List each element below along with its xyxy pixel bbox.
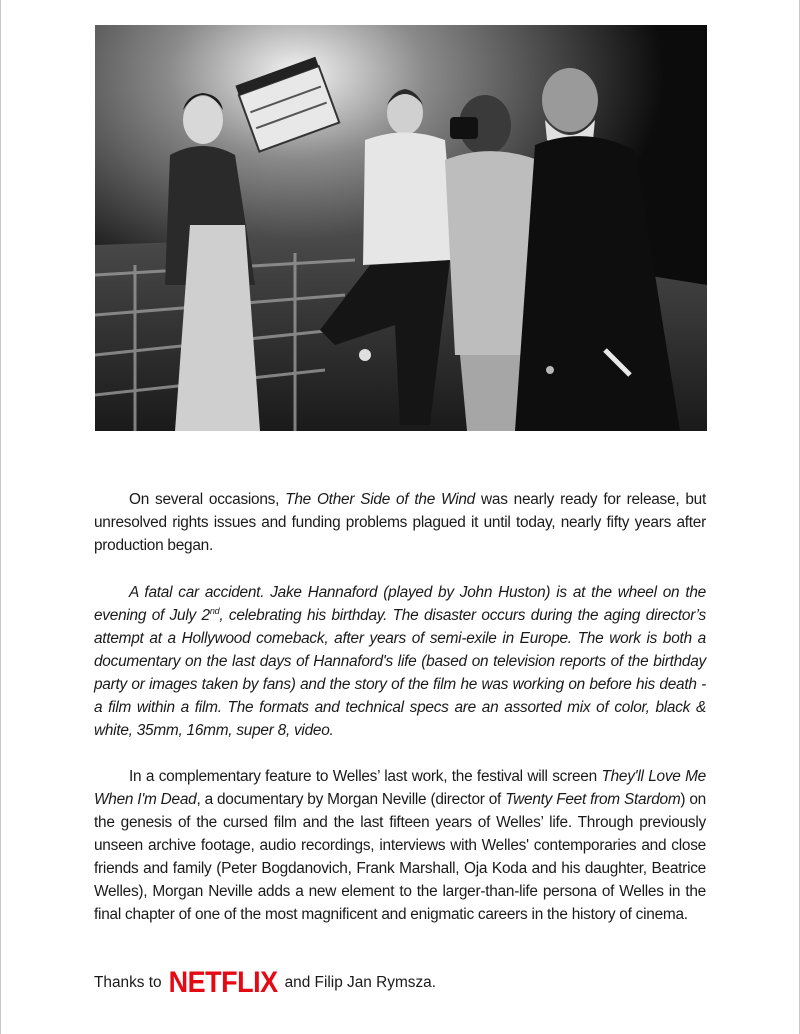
film-set-photo — [95, 25, 707, 431]
p1-text-b: was nearly ready for release, but unresolved rights issues and funding problems plagued it until today, nearly fifty years after production began. — [94, 491, 707, 554]
p3-text-a: In a complementary feature to Welles’ last work, the festival will screen — [129, 768, 602, 785]
p2-text-b: , celebrating his birthday. The disaster occurs during the aging director’s attempt at a Hollywood comeback, after years of semi-exile in Europe. The work is both a documentary on the last days of Hannaford's life (based on television reports of the birthday party or images taken by fans) and the story of the film he was working on before his death - a film within a film. The formats and technical specs are an assorted mix of color, black & white, 35mm, 16mm, super 8, video. — [94, 607, 706, 739]
p1-text-a: On several occasions, — [129, 491, 286, 508]
netflix-logo: NETFLIX — [168, 965, 278, 999]
p3-text-b: , a documentary by Morgan Neville (director of — [196, 791, 506, 808]
film-title-twenty-feet: Twenty Feet from Stardom — [505, 791, 681, 808]
paragraph-documentary — [94, 765, 706, 926]
p2-superscript: nd — [209, 605, 220, 616]
thanks-line — [94, 965, 706, 999]
paragraph-intro — [94, 488, 706, 557]
thanks-prefix: Thanks to — [94, 974, 162, 991]
film-title-theyll-love-me: They'll Love Me When I'm Dead — [94, 768, 706, 808]
film-set-photo-icon — [95, 25, 707, 431]
thanks-suffix: and Filip Jan Rymsza. — [284, 974, 436, 991]
paragraph-synopsis — [94, 581, 706, 742]
film-title-other-side: The Other Side of the Wind — [285, 491, 475, 508]
p2-text-a: A fatal car accident. Jake Hannaford (played by John Huston) is at the wheel on the evening of July 2 — [94, 584, 706, 624]
p3-text-c: ) on the genesis of the cursed film and the last fifteen years of Welles’ life. Through previously unseen archive footage, audio recordings, interviews with Welles' contemporaries and close friends and family (Peter Bogdanovich, Frank Marshall, Oja Koda and his daughter, Beatrice Welles), Morgan Neville adds a new element to the larger-than-life persona of Welles in the final chapter of one of the most magnificent and enigmatic careers in the history of cinema. — [94, 791, 706, 923]
